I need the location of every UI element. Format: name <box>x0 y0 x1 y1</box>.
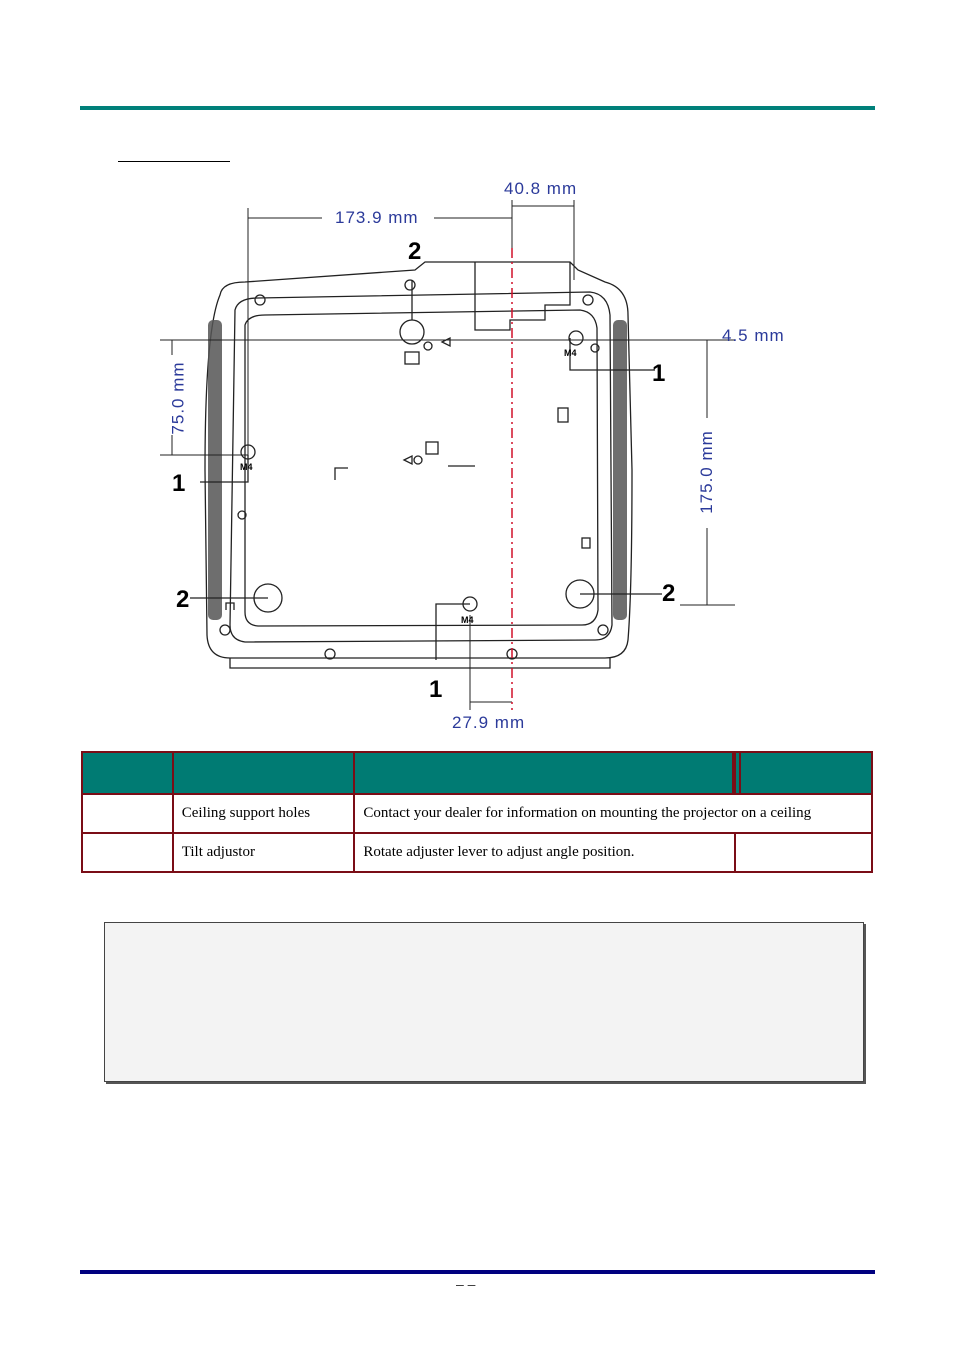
page-number: – – <box>456 1276 476 1292</box>
table-cell <box>82 794 173 833</box>
parts-table <box>81 751 873 873</box>
part-name: Tilt adjustor <box>173 833 355 872</box>
hole-mark: M4 <box>461 615 474 625</box>
part-description: Rotate adjuster lever to adjust angle position. <box>354 833 735 872</box>
callout-number: 1 <box>172 470 186 497</box>
table-header-cell <box>354 752 735 794</box>
callout-number: 1 <box>429 676 443 703</box>
dimension-label: 75.0 mm <box>168 361 188 435</box>
table-row <box>82 833 872 872</box>
header-rule <box>80 106 875 110</box>
callout-number: 2 <box>662 580 676 607</box>
projector-outline-svg <box>150 170 820 740</box>
callout-number: 1 <box>652 360 666 387</box>
hole-mark: M4 <box>240 462 253 472</box>
projector-bottom-diagram <box>150 170 820 740</box>
section-heading-underline <box>118 161 230 162</box>
note-box <box>104 922 864 1082</box>
footer-rule <box>80 1270 875 1274</box>
table-header-cell <box>173 752 355 794</box>
dimension-label: 4.5 mm <box>722 326 785 345</box>
dimension-label: 175.0 mm <box>696 430 716 514</box>
hole-mark: M4 <box>564 348 577 358</box>
callout-number: 2 <box>176 586 190 613</box>
dimension-label: 27.9 mm <box>452 713 526 732</box>
dimension-label: 40.8 mm <box>504 179 578 198</box>
dimension-label: 173.9 mm <box>335 208 419 227</box>
part-name: Ceiling support holes <box>173 794 355 833</box>
part-description: Contact your dealer for information on mounting the projector on a ceiling <box>354 794 872 833</box>
callout-number: 2 <box>408 238 422 265</box>
table-cell <box>82 833 173 872</box>
table-row <box>82 794 872 833</box>
part-extra <box>735 833 872 872</box>
table-header-cell <box>82 752 173 794</box>
table-header-row <box>82 752 872 794</box>
table-header-cell <box>735 752 872 794</box>
